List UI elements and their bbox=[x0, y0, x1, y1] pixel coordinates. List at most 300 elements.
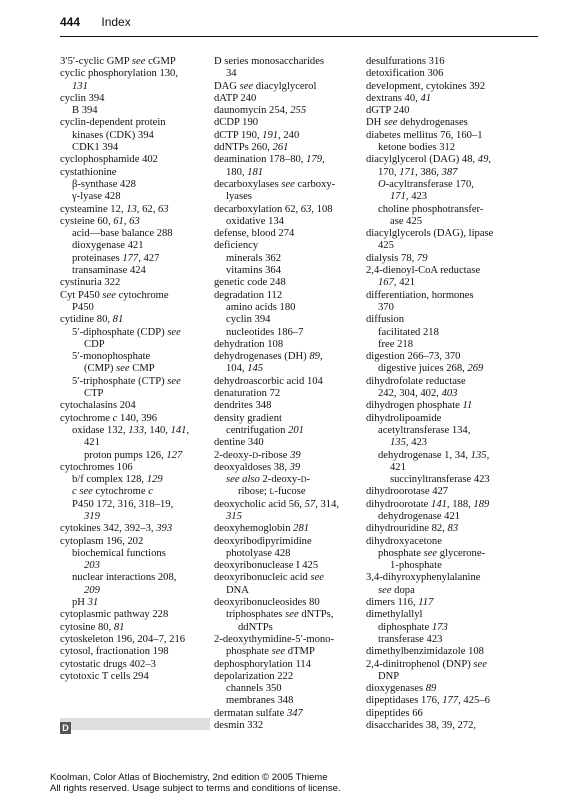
entry-text: diacylglycerols (DAG), lipase bbox=[366, 228, 494, 240]
index-entry bbox=[60, 548, 208, 560]
entry-text: ketone bodies 312 bbox=[378, 142, 456, 154]
index-entry bbox=[214, 167, 360, 179]
entry-text: cyclin-dependent protein bbox=[60, 117, 166, 129]
entry-text: dihydroorotate bbox=[366, 498, 432, 510]
entry-segment: , bbox=[486, 449, 490, 461]
index-column-1 bbox=[60, 56, 208, 683]
index-entry bbox=[214, 191, 360, 203]
index-entry bbox=[60, 56, 208, 68]
index-entry bbox=[214, 499, 360, 511]
entry-text: deoxycholic acid 56, bbox=[214, 498, 305, 510]
entry-segment: 171 bbox=[399, 166, 416, 178]
entry-text: 209 bbox=[84, 584, 100, 596]
copyright-footer bbox=[50, 772, 530, 794]
entry-text: 131 bbox=[72, 80, 88, 92]
entry-text: 5′-diphosphate (CDP) bbox=[72, 326, 168, 338]
entry-text: dihydrouridine 82, bbox=[366, 523, 448, 535]
entry-segment: carboxy- bbox=[294, 178, 336, 190]
entry-text: diphosphate bbox=[378, 621, 432, 633]
entry-segment: 79 bbox=[416, 252, 428, 264]
index-entry bbox=[214, 154, 360, 166]
entry-text: transferase 423 bbox=[378, 633, 443, 645]
entry-segment: 387 bbox=[441, 166, 458, 178]
entry-segment: , 140, bbox=[144, 424, 171, 436]
entry-text: D series monosaccharides bbox=[214, 56, 325, 67]
index-entry bbox=[214, 486, 360, 498]
entry-segment: 173 bbox=[431, 621, 448, 633]
entry-text: channels 350 bbox=[226, 683, 282, 695]
index-entry bbox=[214, 339, 360, 351]
entry-text: cysteine 60, bbox=[60, 215, 114, 227]
index-entry bbox=[60, 265, 208, 277]
index-entry bbox=[214, 462, 360, 474]
entry-segment: see bbox=[473, 658, 487, 670]
index-entry bbox=[214, 277, 360, 289]
entry-segment: 403 bbox=[441, 388, 458, 400]
index-entry bbox=[214, 400, 360, 412]
index-entry bbox=[214, 425, 360, 437]
index-entry bbox=[366, 290, 546, 302]
entry-text: P450 bbox=[72, 301, 94, 313]
index-entry bbox=[60, 240, 208, 252]
entry-text: cytostatic drugs 402–3 bbox=[60, 658, 156, 670]
index-entry bbox=[366, 339, 546, 351]
entry-text: minerals 362 bbox=[226, 252, 282, 264]
entry-segment: -fucose bbox=[274, 486, 306, 498]
entry-segment: , 188, bbox=[446, 498, 474, 510]
entry-text: cystathionine bbox=[60, 166, 117, 178]
index-column-2 bbox=[214, 56, 360, 732]
index-entry bbox=[214, 474, 360, 486]
entry-segment: see bbox=[271, 646, 286, 658]
entry-text: denaturation 72 bbox=[214, 388, 281, 400]
entry-text: deoxyaldoses 38, bbox=[214, 461, 290, 473]
index-entry bbox=[214, 302, 360, 314]
index-entry bbox=[214, 105, 360, 117]
entry-text: B 394 bbox=[72, 105, 98, 117]
index-entry bbox=[60, 68, 208, 80]
index-entry bbox=[366, 351, 546, 363]
index-entry bbox=[214, 388, 360, 400]
index-entry bbox=[214, 56, 360, 68]
entry-segment: cytochrome bbox=[115, 289, 169, 301]
index-entry bbox=[366, 511, 546, 523]
entry-text: dehydrogenase 421 bbox=[378, 510, 461, 522]
index-entry bbox=[366, 93, 546, 105]
index-entry bbox=[214, 130, 360, 142]
entry-segment: , 314, bbox=[315, 498, 340, 510]
entry-text: nuclear interactions 208, bbox=[72, 572, 177, 584]
entry-segment: , bbox=[488, 154, 492, 166]
index-entry bbox=[60, 634, 208, 646]
entry-text: 315 bbox=[226, 510, 242, 522]
index-entry bbox=[60, 216, 208, 228]
index-entry bbox=[214, 68, 360, 80]
entry-text: 34 bbox=[226, 68, 237, 80]
entry-text: dentine 340 bbox=[214, 437, 264, 449]
entry-segment: c bbox=[112, 412, 118, 424]
index-entry bbox=[60, 93, 208, 105]
entry-text: β-synthase 428 bbox=[72, 178, 136, 190]
entry-text: disaccharides 38, 39, 272, bbox=[366, 720, 477, 732]
index-entry bbox=[366, 474, 546, 486]
index-entry bbox=[214, 523, 360, 535]
entry-text: differentiation, hormones bbox=[366, 289, 474, 301]
index-entry bbox=[60, 659, 208, 671]
entry-segment: , 240 bbox=[278, 129, 300, 141]
index-entry bbox=[214, 142, 360, 154]
entry-text: desulfurations 316 bbox=[366, 56, 445, 67]
index-entry bbox=[214, 363, 360, 375]
entry-text: decarboxylation 62, bbox=[214, 203, 301, 215]
entry-text: lyases bbox=[226, 191, 252, 203]
index-entry bbox=[214, 511, 360, 523]
entry-segment: 81 bbox=[112, 314, 124, 326]
entry-segment: , bbox=[186, 424, 190, 436]
entry-text: deoxyribonuclease I 425 bbox=[214, 560, 319, 572]
index-entry bbox=[366, 437, 546, 449]
entry-text: 2,4-dinitrophenol (DNP) bbox=[366, 658, 474, 670]
entry-text: 3′5′-cyclic GMP bbox=[60, 56, 132, 67]
index-entry bbox=[60, 622, 208, 634]
entry-segment: glycerone- bbox=[437, 547, 486, 559]
index-entry bbox=[214, 597, 360, 609]
index-entry bbox=[366, 486, 546, 498]
entry-text: cytoplasm 196, 202 bbox=[60, 535, 144, 547]
entry-segment: , 423 bbox=[405, 437, 428, 449]
entry-segment: 261 bbox=[272, 142, 289, 154]
index-entry bbox=[60, 204, 208, 216]
index-entry bbox=[214, 609, 360, 621]
entry-text: triphosphates bbox=[226, 609, 286, 621]
index-entry bbox=[214, 314, 360, 326]
entry-text: dimethylbenzimidazole 108 bbox=[366, 646, 484, 658]
entry-text: dephosphorylation 114 bbox=[214, 658, 311, 670]
entry-segment: see bbox=[131, 56, 146, 67]
entry-segment: 81 bbox=[113, 621, 125, 633]
index-entry bbox=[60, 277, 208, 289]
index-entry bbox=[366, 683, 546, 695]
index-entry bbox=[214, 253, 360, 265]
entry-segment: see bbox=[102, 289, 116, 301]
index-entry bbox=[214, 413, 360, 425]
entry-text: CDP bbox=[84, 338, 105, 350]
footer-line-2: All rights reserved. Usage subject to terms and conditions of license. bbox=[50, 783, 341, 794]
index-entry bbox=[214, 93, 360, 105]
entry-segment: 127 bbox=[166, 449, 183, 461]
index-entry bbox=[366, 327, 546, 339]
entry-text: dCTP 190, bbox=[214, 129, 263, 141]
entry-text: P450 172, 316, 318–19, bbox=[72, 498, 174, 510]
entry-text: dehydrogenase 1, 34, bbox=[378, 449, 471, 461]
entry-text: DAG bbox=[214, 80, 240, 92]
entry-text: membranes 348 bbox=[226, 695, 294, 707]
entry-segment: , bbox=[123, 215, 130, 227]
entry-segment: see bbox=[383, 117, 398, 129]
entry-segment: 281 bbox=[293, 523, 310, 535]
index-entry bbox=[60, 130, 208, 142]
entry-segment: dehydrogenases bbox=[397, 117, 468, 129]
entry-segment: , 386, bbox=[415, 166, 442, 178]
entry-text: degradation 112 bbox=[214, 289, 283, 301]
entry-segment: 177 bbox=[122, 252, 139, 264]
page-number: 444 bbox=[60, 15, 81, 29]
entry-segment: dNTPs, bbox=[298, 609, 334, 621]
index-entry bbox=[214, 572, 360, 584]
entry-text: desmin 332 bbox=[214, 720, 264, 732]
entry-segment: 49 bbox=[477, 154, 489, 166]
index-entry bbox=[214, 179, 360, 191]
entry-text: dimethylallyl bbox=[366, 609, 423, 621]
entry-text: pH bbox=[72, 597, 88, 609]
index-entry bbox=[214, 646, 360, 658]
entry-segment: 57 bbox=[304, 498, 316, 510]
entry-segment: 181 bbox=[247, 166, 264, 178]
index-entry bbox=[60, 474, 208, 486]
index-entry bbox=[214, 634, 360, 646]
index-entry bbox=[366, 548, 546, 560]
entry-text: phosphate bbox=[378, 547, 424, 559]
index-entry bbox=[60, 400, 208, 412]
entry-text: facilitated 218 bbox=[378, 326, 439, 338]
index-entry bbox=[366, 659, 546, 671]
index-entry bbox=[366, 302, 546, 314]
index-entry bbox=[60, 536, 208, 548]
index-entry bbox=[60, 253, 208, 265]
index-entry bbox=[60, 671, 208, 683]
index-entry bbox=[60, 462, 208, 474]
entry-text: Cyt P450 bbox=[60, 289, 103, 301]
entry-segment: 179 bbox=[306, 154, 322, 166]
index-entry bbox=[366, 117, 546, 129]
entry-segment: 89 bbox=[309, 351, 320, 363]
index-entry bbox=[214, 671, 360, 683]
entry-text: ddNTPs 260, bbox=[214, 142, 273, 154]
index-entry bbox=[366, 695, 546, 707]
index-entry bbox=[366, 154, 546, 166]
entry-text: ase 425 bbox=[390, 215, 423, 227]
index-entry bbox=[60, 523, 208, 535]
entry-text: transaminase 424 bbox=[72, 265, 146, 277]
entry-text: CTP bbox=[84, 388, 104, 400]
entry-text: dioxygenases bbox=[366, 683, 426, 695]
entry-text: proteinases bbox=[72, 252, 123, 264]
index-entry bbox=[366, 622, 546, 634]
entry-segment: 171 bbox=[390, 191, 406, 203]
index-entry bbox=[60, 450, 208, 462]
index-entry bbox=[60, 363, 208, 375]
entry-segment: 135 bbox=[390, 437, 406, 449]
entry-text: 180, bbox=[226, 166, 248, 178]
entry-segment: 269 bbox=[467, 363, 484, 375]
entry-text: DNA bbox=[226, 584, 249, 596]
index-entry bbox=[214, 228, 360, 240]
entry-text: 3,4-dihyroxyphenylalanine bbox=[366, 572, 481, 584]
index-entry bbox=[366, 277, 546, 289]
entry-text: (CMP) bbox=[84, 363, 117, 375]
entry-segment: 255 bbox=[290, 105, 307, 117]
index-entry bbox=[60, 179, 208, 191]
entry-segment: 13 bbox=[126, 203, 137, 215]
entry-text: cytidine 80, bbox=[60, 314, 113, 326]
entry-text: 319 bbox=[84, 510, 100, 522]
entry-segment: , bbox=[321, 154, 325, 166]
header-rule bbox=[60, 36, 538, 37]
entry-segment: , 421 bbox=[393, 277, 416, 289]
entry-segment: 39 bbox=[290, 449, 301, 461]
entry-segment: 63 bbox=[157, 203, 169, 215]
index-entry bbox=[60, 572, 208, 584]
index-entry bbox=[60, 609, 208, 621]
entry-text: b/f complex 128, bbox=[72, 474, 147, 486]
entry-segment: see also bbox=[226, 474, 260, 486]
index-entry bbox=[214, 622, 360, 634]
entry-segment: see bbox=[167, 375, 181, 387]
entry-segment: 11 bbox=[462, 400, 473, 412]
entry-text: deoxyribodipyrimidine bbox=[214, 535, 312, 547]
footer-line-1: Koolman, Color Atlas of Biochemistry, 2nd edition © 2005 Thieme bbox=[50, 772, 328, 783]
entry-segment: -acyltransferase 170, bbox=[385, 178, 474, 190]
entry-text: photolyase 428 bbox=[226, 547, 291, 559]
index-entry bbox=[60, 413, 208, 425]
index-entry bbox=[214, 437, 360, 449]
index-entry bbox=[60, 597, 208, 609]
index-entry bbox=[214, 290, 360, 302]
entry-text: daunomycin 254, bbox=[214, 105, 291, 117]
entry-segment: 61 bbox=[113, 215, 124, 227]
entry-text: dGTP 240 bbox=[366, 105, 410, 117]
index-entry bbox=[366, 240, 546, 252]
entry-text: 104, bbox=[226, 363, 248, 375]
entry-text: centrifugation bbox=[226, 424, 289, 436]
index-entry bbox=[214, 351, 360, 363]
entry-segment: O bbox=[378, 178, 386, 190]
entry-text: dihydrofolate reductase bbox=[366, 375, 466, 387]
entry-text: amino acids 180 bbox=[226, 301, 296, 313]
entry-text: cytotoxic T cells 294 bbox=[60, 670, 149, 682]
entry-text: cytosol, fractionation 198 bbox=[60, 646, 169, 658]
entry-text: 5′-monophosphate bbox=[72, 351, 151, 363]
entry-text: 1-phosphate bbox=[390, 560, 442, 572]
index-entry bbox=[60, 290, 208, 302]
entry-text: 242, 304, 402, bbox=[378, 388, 442, 400]
entry-segment: 141 bbox=[431, 498, 447, 510]
entry-text: 170, bbox=[378, 166, 400, 178]
entry-segment: see bbox=[239, 80, 254, 92]
entry-text: ribose; bbox=[238, 486, 270, 498]
entry-text: detoxification 306 bbox=[366, 68, 444, 80]
entry-text: deficiency bbox=[214, 240, 259, 252]
index-entry bbox=[214, 216, 360, 228]
entry-text: cyclin 394 bbox=[226, 314, 271, 326]
thumb-index-letter: D bbox=[60, 722, 71, 734]
entry-text: dioxygenase 421 bbox=[72, 240, 144, 252]
index-entry bbox=[60, 142, 208, 154]
entry-segment: 41 bbox=[420, 92, 432, 104]
index-entry bbox=[214, 265, 360, 277]
section-title: Index bbox=[101, 15, 131, 29]
entry-segment: 117 bbox=[418, 597, 434, 609]
entry-segment: see bbox=[310, 572, 325, 584]
index-entry bbox=[60, 302, 208, 314]
index-entry bbox=[214, 376, 360, 388]
entry-text: cytosine 80, bbox=[60, 621, 114, 633]
entry-segment: , 427 bbox=[138, 252, 160, 264]
entry-text: diabetes mellitus 76, 160–1 bbox=[366, 129, 483, 141]
index-entry bbox=[60, 154, 208, 166]
entry-segment: 31 bbox=[87, 597, 99, 609]
entry-text: development, cytokines 392 bbox=[366, 80, 486, 92]
index-entry bbox=[366, 81, 546, 93]
entry-segment: dopa bbox=[391, 584, 415, 596]
index-entry bbox=[60, 560, 208, 572]
entry-segment: 129 bbox=[146, 474, 163, 486]
entry-text: dehydrogenases (DH) bbox=[214, 351, 310, 363]
entry-text: digestive juices 268, bbox=[378, 363, 468, 375]
entry-segment: 135 bbox=[470, 449, 487, 461]
entry-segment: c bbox=[148, 486, 153, 498]
index-entry bbox=[214, 450, 360, 462]
entry-text: dehydroascorbic acid 104 bbox=[214, 375, 323, 387]
entry-segment: 189 bbox=[473, 498, 490, 510]
index-entry bbox=[366, 68, 546, 80]
entry-segment: 393 bbox=[156, 523, 173, 535]
index-entry bbox=[60, 499, 208, 511]
entry-segment: L bbox=[269, 487, 275, 497]
entry-text: 425 bbox=[378, 240, 394, 252]
index-entry bbox=[214, 560, 360, 572]
entry-text: γ-lyase 428 bbox=[72, 191, 121, 203]
index-entry bbox=[366, 646, 546, 658]
index-entry bbox=[214, 240, 360, 252]
index-entry bbox=[214, 81, 360, 93]
entry-text: dihydrolipoamide bbox=[366, 412, 442, 424]
entry-segment: cytochrome bbox=[92, 486, 149, 498]
entry-text: dehydration 108 bbox=[214, 338, 284, 350]
entry-segment: diacylglycerol bbox=[253, 80, 317, 92]
index-entry bbox=[366, 560, 546, 572]
index-entry bbox=[366, 536, 546, 548]
thumb-index-tab bbox=[60, 718, 210, 733]
entry-segment: 39 bbox=[289, 461, 301, 473]
entry-text: acetyltransferase 134, bbox=[378, 424, 471, 436]
index-entry bbox=[366, 413, 546, 425]
index-entry bbox=[60, 376, 208, 388]
index-entry bbox=[60, 585, 208, 597]
entry-segment: CMP bbox=[129, 363, 155, 375]
index-entry bbox=[366, 142, 546, 154]
index-entry bbox=[366, 720, 546, 732]
index-entry bbox=[214, 536, 360, 548]
entry-text: vitamins 364 bbox=[226, 265, 282, 277]
entry-segment: 167 bbox=[378, 277, 394, 289]
entry-segment: c see bbox=[72, 486, 93, 498]
entry-segment: 63 bbox=[129, 215, 140, 227]
entry-segment: , bbox=[319, 351, 323, 363]
index-entry bbox=[60, 117, 208, 129]
index-entry bbox=[60, 191, 208, 203]
index-entry bbox=[366, 191, 546, 203]
index-entry bbox=[366, 130, 546, 142]
entry-text: diacylglycerol (DAG) 48, bbox=[366, 154, 478, 166]
entry-text: cysteamine 12, bbox=[60, 203, 127, 215]
entry-text: acid—base balance 288 bbox=[72, 228, 173, 240]
index-entry bbox=[60, 486, 208, 498]
index-entry bbox=[214, 585, 360, 597]
index-entry bbox=[366, 597, 546, 609]
entry-text: succinyltransferase 423 bbox=[390, 474, 490, 486]
index-entry bbox=[366, 400, 546, 412]
